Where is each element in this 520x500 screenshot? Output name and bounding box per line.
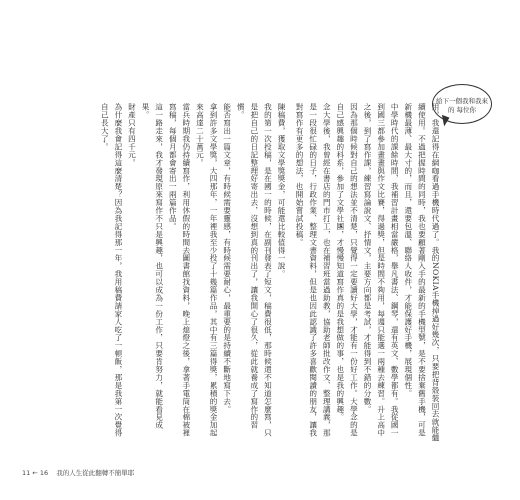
page-number: 11 ← 16 <box>22 469 49 477</box>
right-text-column: 用，我還記得在網咖看過手機時代過了。我的NOKIA手機掉過好幾次，只要把背殼裝回去就能繼續使用。不過把握時間的同時，我也要顧著剛入手的最新的手機型號，是不要捨棄舊手機，可是新機最薄、最大寸的，而且，還要包溫、聯絡人收件，才能保護好手機，展現個性。 中學時代的課餘時間，我補習計畫相當嚴格，舉凡書法、鋼琴，還有英文、數學都有。我從國一到國三都參加畫畫與作文比賽，得過獎，但是時間不夠用，每週只能選一兩種去練習。升上高中之後，到了寫作課，練習寫論說文、抒情文，主要方向都是考試，才能得到不錯的分數。 因為那個時候對自己的想法並不清楚，只覺得一定要讀好大學，才能有一份好工作。大學念的是自己感興趣的科系，參加了文學社團，才慢慢知道寫作真的是我想做的事，也是我的興趣。 念大學後，我曾經在書店的門市打工，也在補習班當過助教，協助老師批改作文、整理講義，那是一段很忙碌的日子，行政作業、整理文書資料，但是也因此認識了許多喜歡閱讀的朋友，讓我對寫作有更多的想法，也開始嘗試投稿。 <box>295 103 440 442</box>
left-text-column: 陳稿費，獲取文學獎獎金，可能還比較值得一說。 我的第一次投稿，是在國一的時候，在副刊發表了短文，稿費很低，那時候還不知道怎麼寫，只是把自己的日記整理好寄出去，沒想到真的刊出了，讓我開心了很久，從此就養成了寫作的習慣。 能否寫出一篇文章，有時候需要靈感，有時候需要耐心，最重要的是持續不斷地寫下去。 拿到許多文學獎，大四那年，一年裡我至少投了十幾篇作品，其中有三篇得獎，累積的獎金加起來高達二十萬元。 當兵時期我仍持續寫作，利用休假的時間去圖書館找資料，晚上熄燈之後，拿著手電筒在棉被裡寫稿，每個月都會寄出一兩篇作品。 這一路走來，我才發現原來寫作不只是興趣，也可以成為一份工作，只要肯努力，就能看見成果。 財產只有四千元。 為什麼我會記得這麼清楚？因為我記得那一年，我用稿費請家人吃了一頓飯，那是我第一次覺得自己長大了。 <box>100 103 286 437</box>
speech-bubble-line-2: 的 每位你 <box>447 106 477 114</box>
book-title: 我的人生從此翻轉不簡單耶 <box>56 469 135 477</box>
speech-bubble-line-1: 給下一個我和我來 <box>436 97 488 105</box>
page-footer <box>22 468 140 477</box>
